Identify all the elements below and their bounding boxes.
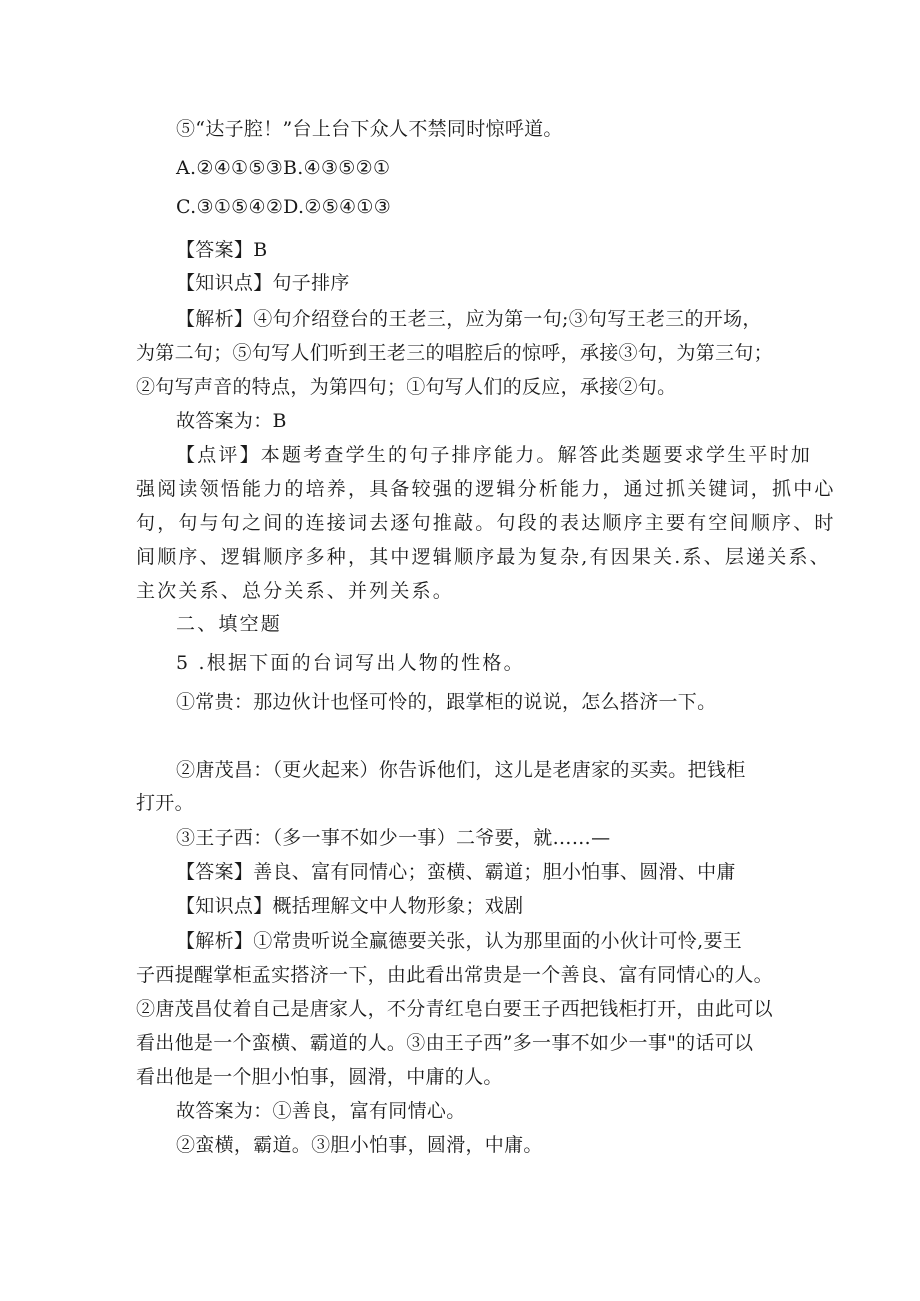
q4-options-cd: C.③①⑤④②D.②⑤④①③ bbox=[176, 196, 392, 218]
q4-review-line: 主次关系、总分关系、并列关系。 bbox=[136, 580, 455, 602]
q4-analysis-line: ②句写声音的特点，为第四句；①句写人们的反应，承接②句。 bbox=[136, 376, 677, 398]
q5-conclusion: 故答案为：①善良，富有同情心。 bbox=[176, 1100, 466, 1122]
q5-analysis-line: 【解析】①常贵听说全赢德要关张，认为那里面的小伙计可怜,要王 bbox=[176, 930, 743, 952]
q5-analysis-line: 子西提醒掌柜孟实搭济一下，由此看出常贵是一个善良、富有同情心的人。 bbox=[136, 964, 773, 986]
q5-line-2: ②唐茂昌：（更火起来）你告诉他们，这儿是老唐家的买卖。把钱柜 bbox=[176, 759, 746, 781]
q5-analysis-line: ②唐茂昌仗着自己是唐家人，不分青红皂白要王子西把钱柜打开，由此可以 bbox=[136, 998, 773, 1020]
q5-line-1: ①常贵：那边伙计也怪可怜的，跟掌柜的说说，怎么搭济一下。 bbox=[176, 691, 717, 713]
q5-answer: 【答案】善良、富有同情心；蛮横、霸道；胆小怕事、圆滑、中庸 bbox=[176, 861, 736, 883]
q4-review-line: 【点评】本题考查学生的句子排序能力。解答此类题要求学生平时加 bbox=[176, 444, 813, 466]
q4-knowledge-point: 【知识点】句子排序 bbox=[176, 272, 350, 294]
q5-line-2-cont: 打开。 bbox=[136, 792, 194, 814]
q4-review-line: 间顺序、逻辑顺序多种，其中逻辑顺序最为复杂,有因果关.系、层递关系、 bbox=[136, 546, 831, 568]
q5-knowledge-point: 【知识点】概括理解文中人物形象；戏剧 bbox=[176, 895, 524, 917]
q4-item-5: ⑤“达子腔！”台上台下众人不禁同时惊呼道。 bbox=[176, 118, 563, 140]
q5-line-3: ③王子西：（多一事不如少一事）二爷要，就……— bbox=[176, 827, 611, 849]
q4-analysis-line: 【解析】④句介绍登台的王老三，应为第一句;③句写王老三的开场， bbox=[176, 308, 762, 330]
q4-review-line: 强阅读领悟能力的培养，具备较强的逻辑分析能力，通过抓关键词，抓中心 bbox=[136, 478, 836, 500]
q4-conclusion: 故答案为：B bbox=[176, 410, 287, 432]
q4-analysis-line: 为第二句；⑤句写人们听到王老三的唱腔后的惊呼，承接③句，为第三句； bbox=[136, 342, 773, 364]
q5-analysis-line: 看出他是一个蛮横、霸道的人。③由王子西”多一事不如少一事"的话可以 bbox=[136, 1032, 754, 1054]
q5-conclusion-cont: ②蛮横，霸道。③胆小怕事，圆滑，中庸。 bbox=[176, 1134, 543, 1156]
q5-prompt: 5 .根据下面的台词写出人物的性格。 bbox=[176, 652, 525, 674]
q4-review-line: 句，句与句之间的连接词去逐句推敲。句段的表达顺序主要有空间顺序、时 bbox=[136, 512, 836, 534]
q4-answer: 【答案】B bbox=[176, 239, 268, 261]
q4-options-ab: A.②④①⑤③B.④③⑤②① bbox=[176, 157, 391, 179]
section-heading: 二、填空题 bbox=[176, 613, 283, 635]
q5-analysis-line: 看出他是一个胆小怕事，圆滑，中庸的人。 bbox=[136, 1066, 503, 1088]
